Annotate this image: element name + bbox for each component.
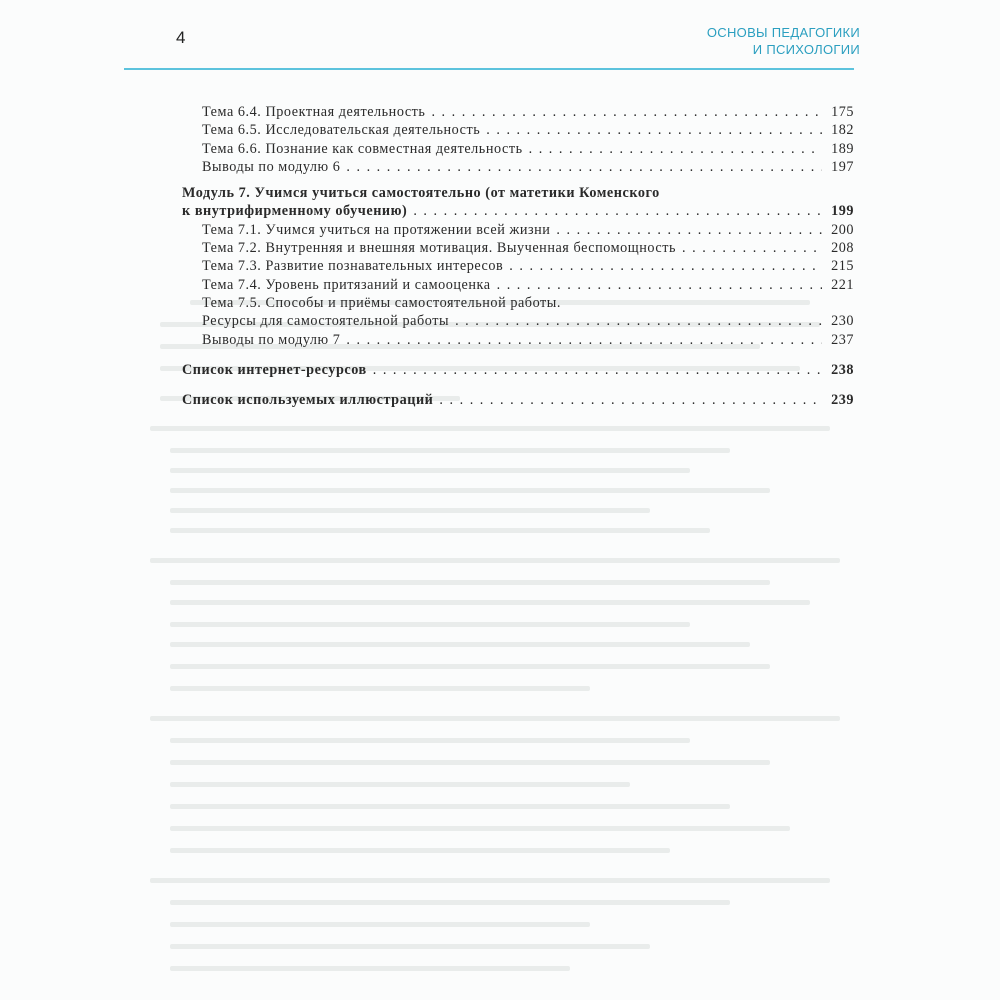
show-through-line: [170, 900, 730, 905]
show-through-line: [170, 580, 770, 585]
show-through-line: [170, 782, 630, 787]
dot-leader: [509, 257, 822, 275]
toc-entry-label: Выводы по модулю 7: [202, 331, 341, 348]
toc-entry-page: 175: [831, 104, 854, 120]
show-through-line: [170, 488, 770, 493]
toc-entry: [182, 121, 854, 139]
show-through-line: [150, 558, 840, 563]
dot-leader: [439, 391, 822, 409]
show-through-line: [170, 944, 650, 949]
toc-entry-label: Тема 7.1. Учимся учиться на протяжении всей жизни: [202, 221, 551, 238]
toc-section-entry: [182, 361, 854, 379]
dot-leader: [431, 103, 822, 121]
toc-entry: [182, 312, 854, 330]
toc-entry-page: 197: [831, 158, 854, 175]
toc-entry-label: Тема 6.4. Проектная деятельность: [202, 104, 426, 120]
dot-leader: [556, 221, 822, 239]
dot-leader: [486, 121, 822, 139]
toc-entry: [182, 331, 854, 349]
toc-entry-page: 208: [831, 240, 854, 257]
dot-leader: [413, 202, 822, 220]
show-through-line: [150, 426, 830, 431]
toc-entry: [182, 221, 854, 239]
toc-entry-label: Тема 7.2. Внутренняя и внешняя мотивация. Выученная беспомощность: [202, 240, 677, 257]
dot-leader: [455, 312, 822, 330]
toc-entry-page: 237: [831, 331, 854, 348]
toc-entry-label: Список интернет-ресурсов: [182, 361, 367, 378]
toc-module-entry: [182, 202, 854, 220]
module-7-title-line2: к внутрифирменному обучению): [182, 203, 408, 220]
toc-entry-page: 239: [831, 392, 854, 409]
toc-entry-label: Список используемых иллюстраций: [182, 392, 434, 409]
dot-leader: [346, 158, 822, 176]
show-through-line: [150, 878, 830, 883]
dot-leader: [346, 331, 822, 349]
dot-leader: [682, 239, 822, 257]
toc-entry: [182, 239, 854, 257]
toc-section-entry: [182, 391, 854, 409]
toc-entry-page: 238: [831, 361, 854, 378]
show-through-line: [170, 642, 750, 647]
table-of-contents: [182, 103, 854, 409]
toc-entry-label: Тема 7.3. Развитие познавательных интересов: [202, 258, 504, 275]
show-through-line: [170, 966, 570, 971]
toc-entry: [182, 158, 854, 176]
show-through-line: [170, 448, 730, 453]
show-through-line: [170, 468, 690, 473]
show-through-line: [170, 738, 690, 743]
show-through-line: [170, 760, 770, 765]
toc-entry-page: 215: [831, 258, 854, 275]
toc-entry: [182, 294, 854, 312]
toc-entry-page: 221: [831, 276, 854, 293]
toc-entry: [182, 103, 854, 121]
toc-entry: [182, 276, 854, 294]
dot-leader: [497, 276, 822, 294]
toc-entry-label: Тема 6.5. Исследовательская деятельность: [202, 122, 481, 139]
show-through-line: [170, 804, 730, 809]
show-through-line: [170, 622, 690, 627]
show-through-line: [170, 848, 670, 853]
toc-entry-label: Тема 6.6. Познание как совместная деятельность: [202, 140, 523, 157]
toc-entry: [182, 140, 854, 158]
show-through-line: [170, 686, 590, 691]
running-head-line1: ОСНОВЫ ПЕДАГОГИКИ: [706, 25, 860, 40]
show-through-line: [150, 716, 840, 721]
toc-entry-page: 199: [831, 203, 854, 220]
show-through-line: [170, 508, 650, 513]
show-through-line: [170, 528, 710, 533]
module-7-title-line1: Модуль 7. Учимся учиться самостоятельно (от матетики Коменского: [182, 185, 660, 202]
toc-entry-page: 230: [831, 313, 854, 330]
dot-leader: [373, 361, 822, 379]
toc-entry-label: Тема 7.5. Способы и приёмы самостоятельной работы.: [202, 294, 561, 311]
toc-entry-label: Выводы по модулю 6: [202, 158, 341, 175]
dot-leader: [529, 140, 822, 158]
toc-entry: [182, 257, 854, 275]
toc-entry-page: 200: [831, 221, 854, 238]
page-number: 4: [176, 28, 186, 47]
show-through-line: [170, 664, 770, 669]
show-through-line: [170, 826, 790, 831]
toc-entry-label: Тема 7.4. Уровень притязаний и самооценка: [202, 276, 491, 293]
toc-entry-page: 189: [831, 140, 854, 157]
running-head-line2: И ПСИХОЛОГИИ: [752, 42, 860, 57]
running-head: [707, 24, 860, 58]
toc-entry-label: Ресурсы для самостоятельной работы: [202, 313, 450, 330]
toc-entry-page: 182: [831, 122, 854, 139]
show-through-line: [170, 922, 590, 927]
header-rule: [124, 68, 854, 70]
show-through-line: [170, 600, 810, 605]
